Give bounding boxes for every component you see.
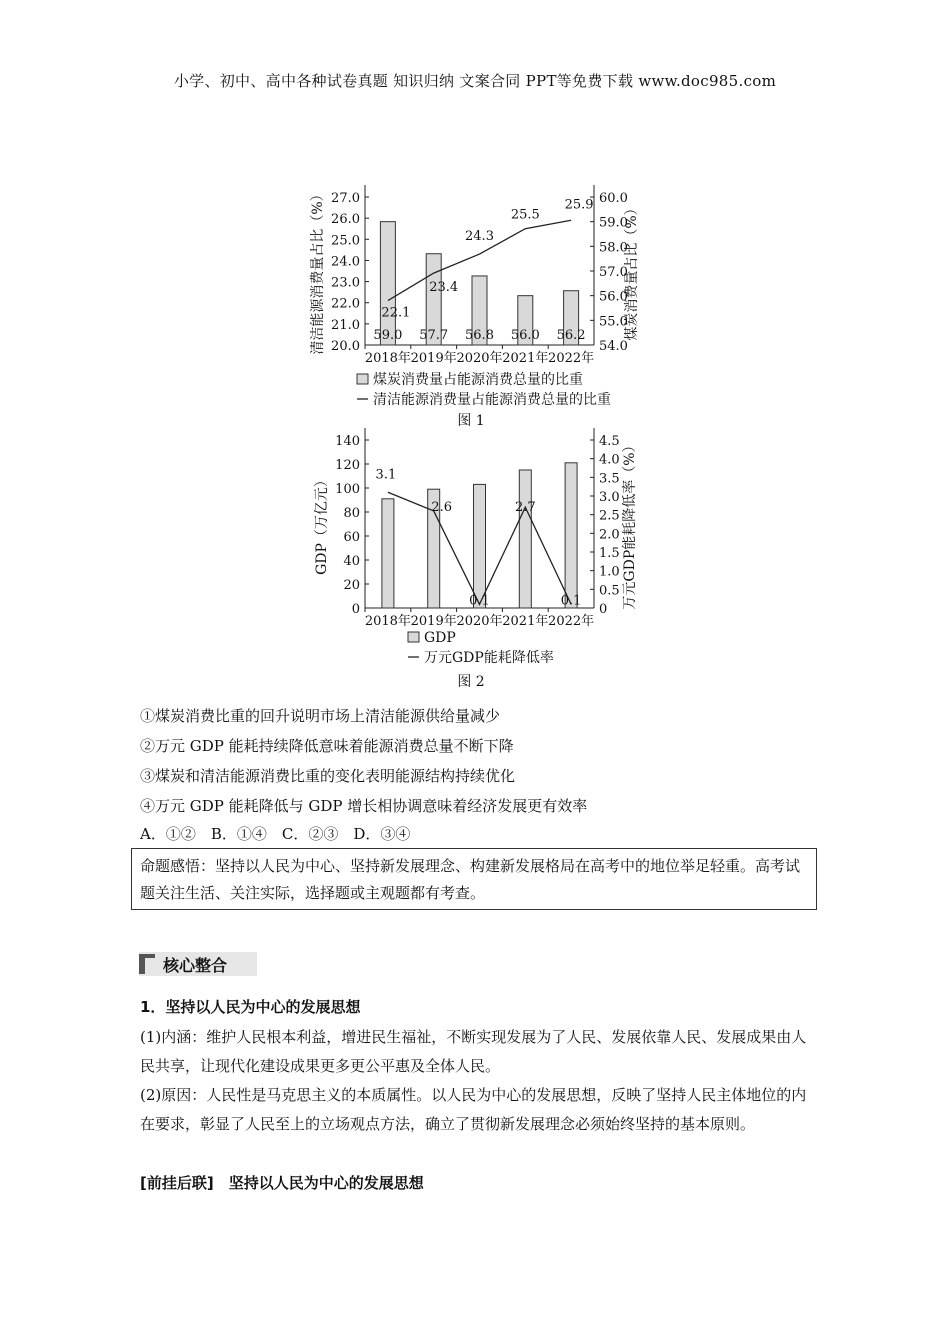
chart1-point-label: 25.5 <box>510 207 540 223</box>
answer-choices: A．①② B．①④ C．②③ D．③④ <box>140 825 411 843</box>
chart1-bar <box>380 222 395 345</box>
chart1-legend-label: 煤炭消费量占能源消费总量的比重 <box>373 372 583 388</box>
chart2-left-axis-title: GDP（万亿元） <box>314 473 330 575</box>
chart2-left-tick-label: 120 <box>335 458 360 473</box>
chart2-category-label: 2019年 <box>410 614 457 629</box>
chart1-left-tick-label: 27.0 <box>331 191 360 206</box>
chart2-bar <box>565 463 577 608</box>
chart2-left-tick-label: 80 <box>343 506 360 521</box>
chart1-left-tick-label: 25.0 <box>331 233 360 249</box>
chart1-right-tick-label: 56.0 <box>599 289 628 305</box>
chart2-bar <box>519 470 531 608</box>
chart1-right-tick-label: 59.0 <box>599 215 628 231</box>
chart2-point-label: 2.6 <box>431 499 453 515</box>
chart2-point-label: 0.1 <box>560 593 582 609</box>
chart1-title: 图 1 <box>457 413 485 429</box>
page-header: 小学、初中、高中各种试卷真题 知识归纳 文案合同 PPT等免费下载 www.doc985.com <box>173 72 777 90</box>
paragraph-connotation: (1)内涵：维护人民根本利益，增进民生福祉，不断实现发展为了人民、发展依靠人民、发展成果由人民共享，让现代化建设成果更多更公平惠及全体人民。 <box>140 1028 807 1075</box>
chart2-right-tick-label: 3.5 <box>599 471 620 487</box>
point-heading: 1．坚持以人民为中心的发展思想 <box>140 998 361 1016</box>
chart2-legend-swatch <box>408 632 419 642</box>
chart2-left-tick-label: 60 <box>343 530 360 545</box>
chart2-right-tick-label: 1.5 <box>599 546 620 561</box>
chart1-category-label: 2022年 <box>548 351 595 366</box>
option-1: ①煤炭消费比重的回升说明市场上清洁能源供给量减少 <box>140 707 501 725</box>
link-heading: [前挂后联] 坚持以人民为中心的发展思想 <box>140 1174 424 1192</box>
paragraph-reason: (2)原因：人民性是马克思主义的本质属性。以人民为中心的发展思想，反映了坚持人民主体地位的内在要求，彰显了人民至上的立场观点方法，确立了贯彻新发展理念必须始终坚持的基本原则。 <box>140 1086 807 1133</box>
chart1-category-label: 2019年 <box>410 351 457 366</box>
chart1-point-label: 24.3 <box>465 229 494 245</box>
chart2-legend-label: 万元GDP能耗降低率 <box>424 650 554 666</box>
chart2-right-tick-label: 4.0 <box>599 452 620 468</box>
chart2-point-label: 0.1 <box>469 593 490 609</box>
chart1-left-tick-label: 24.0 <box>331 254 360 270</box>
chart1-category-label: 2018年 <box>364 351 411 366</box>
chart2-category-label: 2022年 <box>548 614 595 629</box>
insight-box: 命题感悟：坚持以人民为中心、坚持新发展理念、构建新发展格局在高考中的地位举足轻重。高考试题关注生活、关注实际，选择题或主观题都有考查。 <box>131 848 817 910</box>
chart1-left-tick-label: 22.0 <box>331 296 360 312</box>
chart1-right-tick-label: 58.0 <box>599 240 628 256</box>
chart1-right-tick-label: 57.0 <box>599 265 628 280</box>
chart2-right-tick-label: 4.5 <box>599 434 620 449</box>
section-title: 核心整合 <box>163 956 228 975</box>
chart1-left-tick-label: 26.0 <box>331 212 360 228</box>
chart2-right-tick-label: 0.5 <box>599 583 620 599</box>
chart1-bar-label: 56.2 <box>556 328 586 343</box>
chart1-left-tick-label: 23.0 <box>331 275 360 291</box>
chart2-bar <box>474 484 486 608</box>
chart1-legend-swatch <box>357 374 368 384</box>
chart1-point-label: 22.1 <box>381 305 411 321</box>
chart1-category-label: 2020年 <box>456 351 503 366</box>
chart2-category-label: 2020年 <box>456 614 503 629</box>
chart1-right-tick-label: 55.0 <box>599 314 628 330</box>
chart2-category-label: 2021年 <box>502 614 549 629</box>
chart2-left-tick-label: 20 <box>343 578 360 593</box>
chart2-category-label: 2018年 <box>364 614 411 629</box>
chart2-left-tick-label: 40 <box>343 554 360 569</box>
section-heading <box>139 952 257 976</box>
chart2-left-tick-label: 140 <box>335 434 360 449</box>
chart2-right-tick-label: 2.5 <box>599 508 620 524</box>
chart2-left-tick-label: 0 <box>351 602 360 617</box>
chart1-right-tick-label: 54.0 <box>599 339 628 354</box>
chart1-bar-label: 56.8 <box>465 328 494 343</box>
chart1-point-label: 23.4 <box>429 280 459 296</box>
chart1-bar-label: 56.0 <box>510 328 540 343</box>
chart2-right-tick-label: 3.0 <box>599 490 620 505</box>
chart1-bar-label: 57.7 <box>419 328 449 343</box>
chart2-point-label: 3.1 <box>375 467 397 483</box>
chart2-title: 图 2 <box>457 674 485 690</box>
chart2-right-tick-label: 2.0 <box>599 527 620 543</box>
chart1-point-label: 25.9 <box>564 197 594 213</box>
chart1-right-axis-title: 煤炭消费量占比（%） <box>624 201 640 341</box>
section-marker-icon <box>139 954 155 974</box>
chart1-right-tick-label: 60.0 <box>599 191 628 206</box>
chart2-left-tick-label: 100 <box>335 482 360 497</box>
option-3: ③煤炭和清洁能源消费比重的变化表明能源结构持续优化 <box>140 767 516 785</box>
chart1-left-tick-label: 21.0 <box>331 317 360 333</box>
chart1-left-tick-label: 20.0 <box>331 339 360 354</box>
chart1-left-axis-title: 清洁能源消费量占比（%） <box>310 187 326 355</box>
chart2-legend-label: GDP <box>424 630 456 646</box>
chart2-right-tick-label: 0 <box>599 602 608 617</box>
option-2: ②万元 GDP 能耗持续降低意味着能源消费总量不断下降 <box>140 737 514 755</box>
chart2-right-axis-title: 万元GDP能耗降低率（%） <box>622 438 638 610</box>
chart2-bar <box>382 499 394 608</box>
chart1-legend-label: 清洁能源消费量占能源消费总量的比重 <box>373 392 611 408</box>
chart2-right-tick-label: 1.0 <box>599 564 620 580</box>
option-4: ④万元 GDP 能耗降低与 GDP 增长相协调意味着经济发展更有效率 <box>140 797 588 815</box>
chart2-point-label: 2.7 <box>514 500 536 516</box>
chart1-bar-label: 59.0 <box>373 328 403 343</box>
chart1-category-label: 2021年 <box>502 351 549 366</box>
